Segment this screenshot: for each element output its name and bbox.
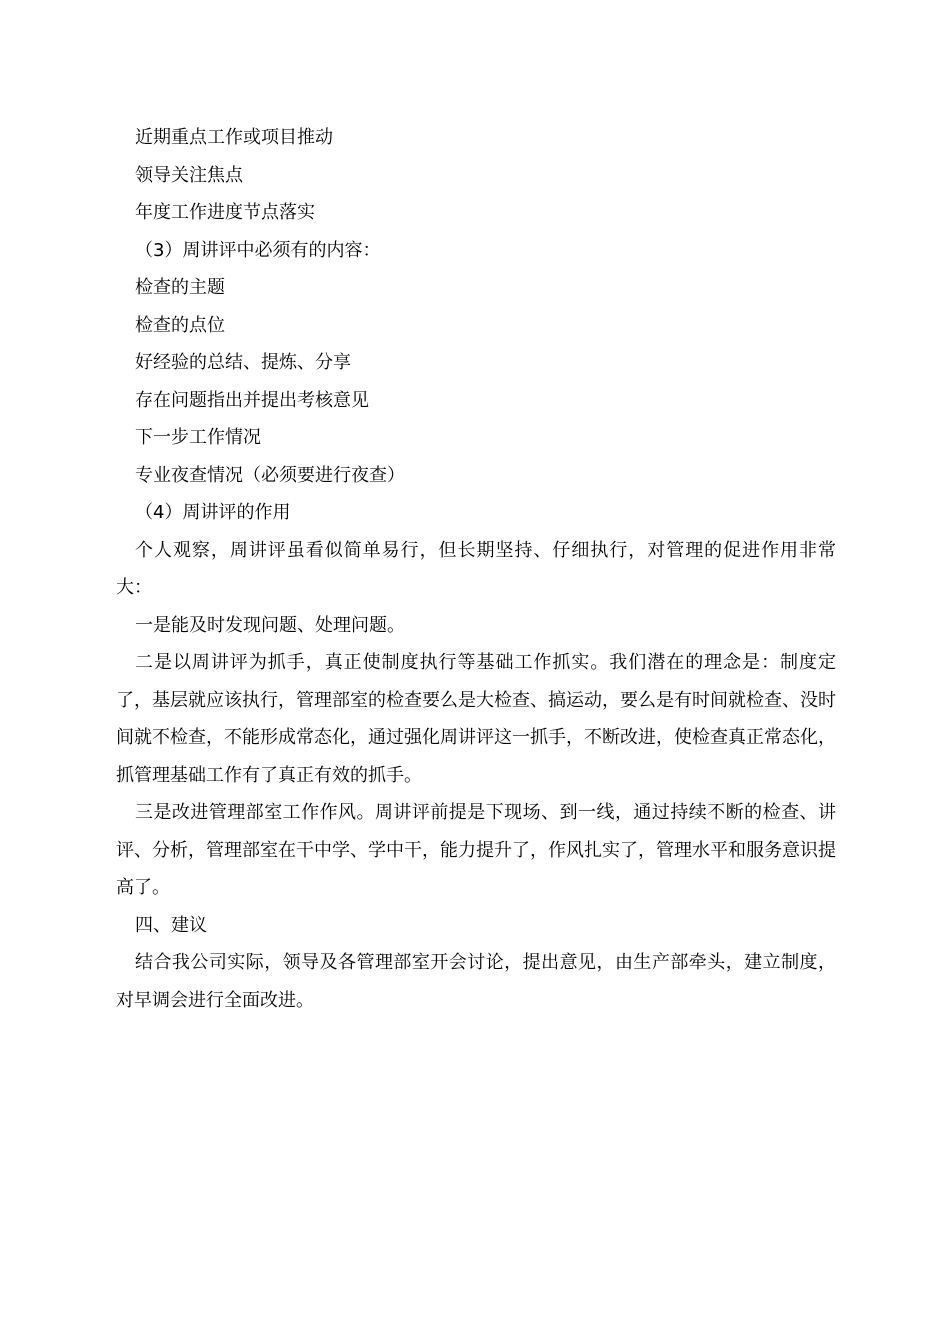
paragraph-point-two: 二是以周讲评为抓手，真正使制度执行等基础工作抓实。我们潜在的理念是：制度定了，基层就应该执行，管理部室的检查要么是大检查、搞运动，要么是有时间就检查、没时间就不检查，不能形成常态化，通过强化周讲评这一抓手，不断改进，使检查真正常态化，抓管理基础工作有了真正有效的抓手。: [116, 652, 836, 786]
list-item-inspection-points: 检查的点位: [135, 314, 225, 336]
paragraph-personal-observation: 个人观察，周讲评虽看似简单易行，但长期坚持、仔细执行，对管理的促进作用非常大：: [116, 539, 836, 598]
list-item-annual-progress: 年度工作进度节点落实: [135, 202, 315, 223]
paragraph-point-one: 一是能及时发现问题、处理问题。: [135, 614, 405, 636]
list-item-leader-focus: 领导关注焦点: [135, 164, 243, 186]
section-heading-function: （4）周讲评的作用: [135, 502, 291, 523]
paragraph-suggestion: 结合我公司实际，领导及各管理部室开会讨论，提出意见，由生产部牵头，建立制度，对早调会进行全面改进。: [116, 952, 836, 1011]
paragraph-point-three: 三是改进管理部室工作作风。周讲评前提是下现场、到一线，通过持续不断的检查、讲评、分析，管理部室在干中学、学中干，能力提升了，作风扎实了，管理水平和服务意识提高了。: [116, 802, 836, 898]
list-item-recent-key-work: 近期重点工作或项目推动: [135, 127, 333, 148]
section-heading-required-content: （3）周讲评中必须有的内容：: [135, 239, 381, 261]
list-item-problems-assessment: 存在问题指出并提出考核意见: [135, 389, 369, 411]
list-item-night-inspection: 专业夜查情况（必须要进行夜查）: [135, 464, 405, 486]
document-body: [116, 119, 836, 1019]
list-item-next-steps: 下一步工作情况: [135, 427, 261, 448]
list-item-inspection-topic: 检查的主题: [135, 277, 225, 298]
section-heading-suggestions: 四、建议: [135, 914, 207, 936]
list-item-experience-summary: 好经验的总结、提炼、分享: [135, 352, 351, 373]
